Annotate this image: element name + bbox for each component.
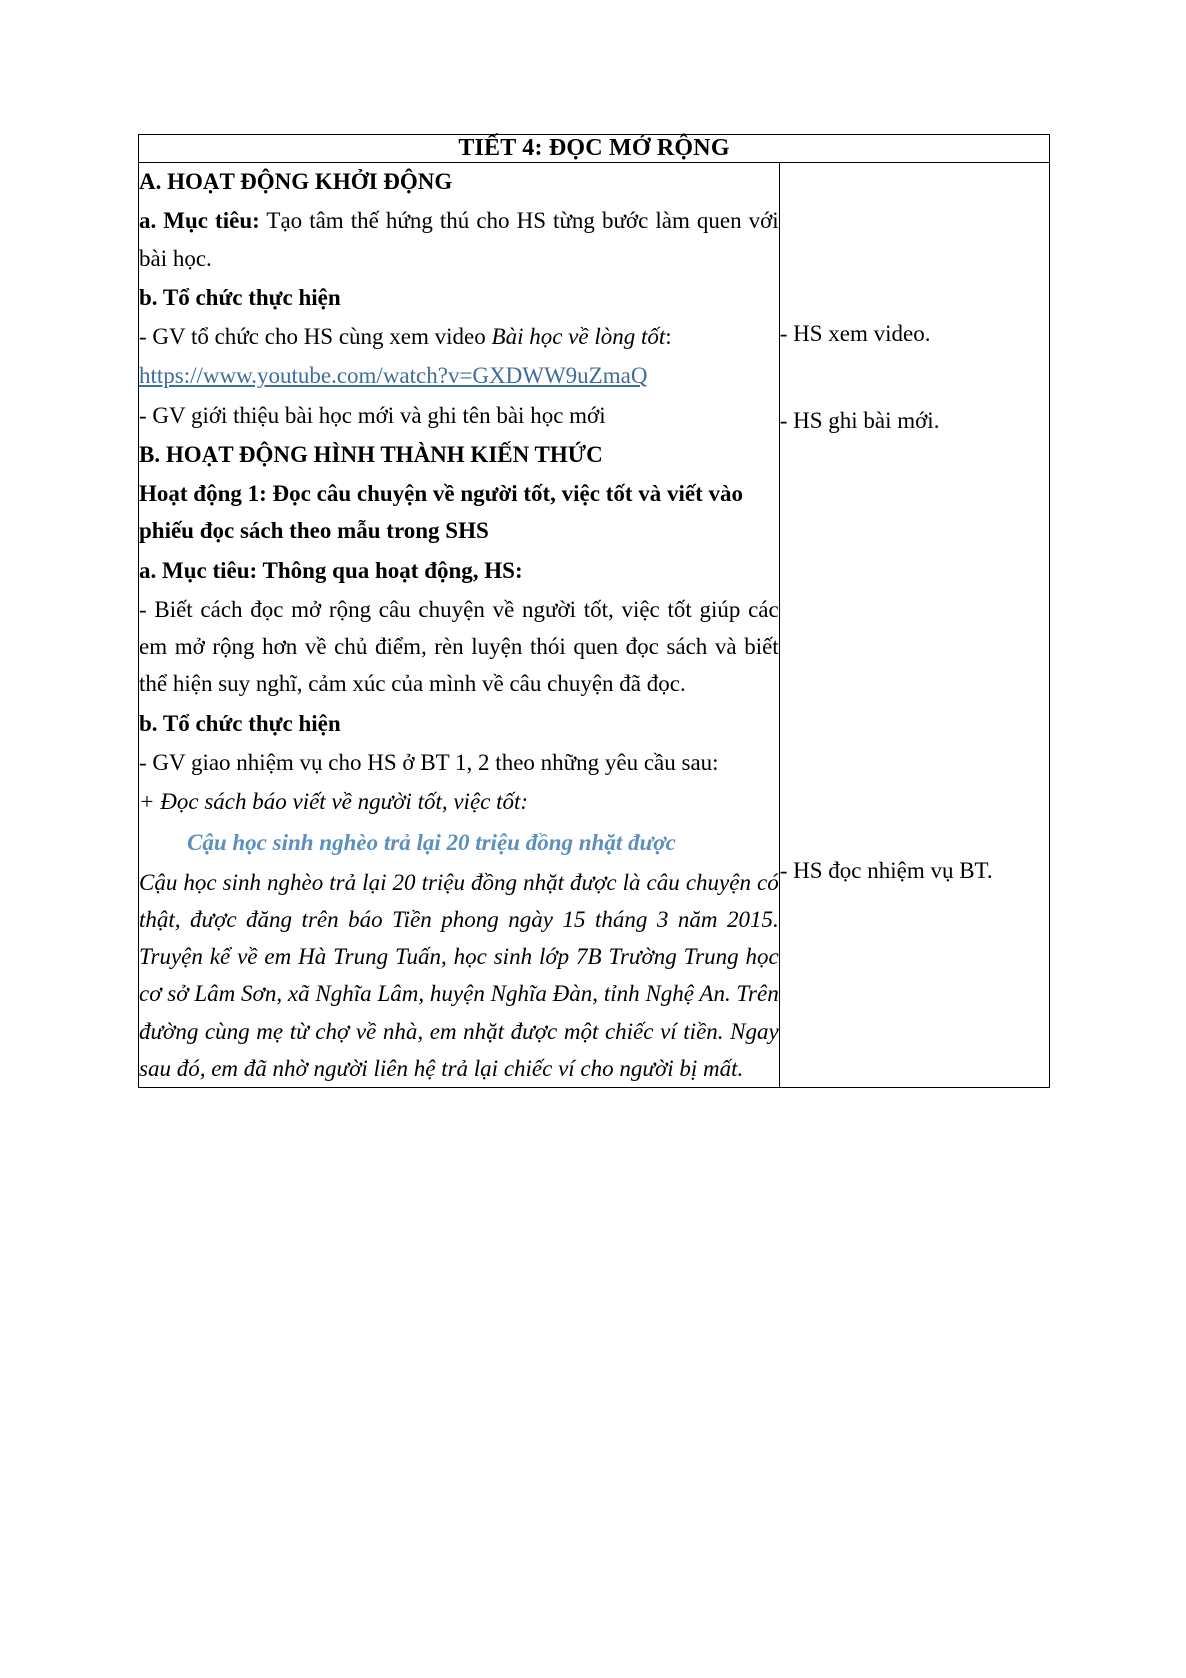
- teacher-intro-line: - GV giới thiệu bài học mới và ghi tên bài học mới: [139, 402, 606, 428]
- table-row-title: [139, 135, 1050, 163]
- section-b-heading: B. HOẠT ĐỘNG HÌNH THÀNH KIẾN THỨC: [139, 441, 603, 467]
- lesson-title-cell: [139, 135, 1050, 163]
- student-watch-video-line: - HS xem video.: [779, 321, 931, 346]
- story-body: Cậu học sinh nghèo trả lại 20 triệu đồng nhặt được là câu chuyện có thật, được đăng trên báo Tiền phong ngày 15 tháng 3 năm 2015. Truyện kể về em Hà Trung Tuấn, học sinh lớp 7B Trường Trung học cơ sở Lâm Sơn, xã Nghĩa Lâm, huyện Nghĩa Đàn, tỉnh Nghệ An. Trên đường cùng mẹ từ chợ về nhà, em nhặt được một chiếc ví tiền. Ngay sau đó, em đã nhờ người liên hệ trả lại chiếc ví cho người bị mất.: [139, 869, 779, 1081]
- teacher-activities-cell: [139, 163, 780, 1088]
- story-title: Cậu học sinh nghèo trả lại 20 triệu đồng nhặt được: [187, 830, 676, 856]
- student-read-task-line: - HS đọc nhiệm vụ BT.: [779, 857, 993, 883]
- objective-2-body: - Biết cách đọc mở rộng câu chuyện về người tốt, việc tốt giúp các em mở rộng hơn về chủ điểm, rèn luyện thói quen đọc sách và biết thể hiện suy nghĩ, cảm xúc của mình về câu chuyện đã đọc.: [139, 596, 779, 697]
- youtube-video-link[interactable]: https://www.youtube.com/watch?v=GXDWW9uZmaQ: [139, 363, 648, 389]
- activity-1-heading: Hoạt động 1: Đọc câu chuyện về người tốt, việc tốt và viết vào phiếu đọc sách theo mẫu trong SHS: [139, 481, 744, 544]
- teacher-assign-task-line: - GV giao nhiệm vụ cho HS ở BT 1, 2 theo những yêu cầu sau:: [139, 749, 719, 775]
- organization-heading-1: b. Tổ chức thực hiện: [139, 284, 341, 310]
- right-spacer-top: [780, 163, 1049, 209]
- section-a-heading: A. HOẠT ĐỘNG KHỞI ĐỘNG: [139, 169, 453, 194]
- read-books-line: + Đọc sách báo viết về người tốt, việc tốt:: [139, 789, 529, 814]
- objective-a-text: Tạo tâm thế hứng thú cho HS từng bước làm quen với bài học.: [139, 208, 779, 271]
- right-spacer-1: [780, 209, 1049, 315]
- page-title: TIẾT 4: ĐỌC MỞ RỘNG: [458, 135, 730, 161]
- video-name: Bài học về lòng tốt: [491, 324, 666, 349]
- objective-a-label: a. Mục tiêu:: [139, 208, 260, 234]
- objective-a-paragraph: [139, 202, 779, 277]
- right-spacer-2: [780, 352, 1049, 362]
- student-write-lesson-line: - HS ghi bài mới.: [779, 408, 940, 434]
- organization-heading-2: b. Tổ chức thực hiện: [139, 710, 341, 736]
- student-activities-cell: [779, 163, 1049, 1088]
- right-spacer-5: [780, 740, 1049, 852]
- lesson-plan-table: [138, 134, 1050, 1088]
- table-row-content: [139, 163, 1050, 1088]
- teacher-video-text: - GV tổ chức cho HS cùng xem video: [139, 324, 492, 349]
- right-spacer-4: [780, 440, 1049, 740]
- video-colon: :: [665, 324, 672, 349]
- right-spacer-3: [780, 362, 1049, 402]
- objective-2-heading: a. Mục tiêu: Thông qua hoạt động, HS:: [139, 557, 523, 583]
- teacher-video-line: [139, 318, 779, 355]
